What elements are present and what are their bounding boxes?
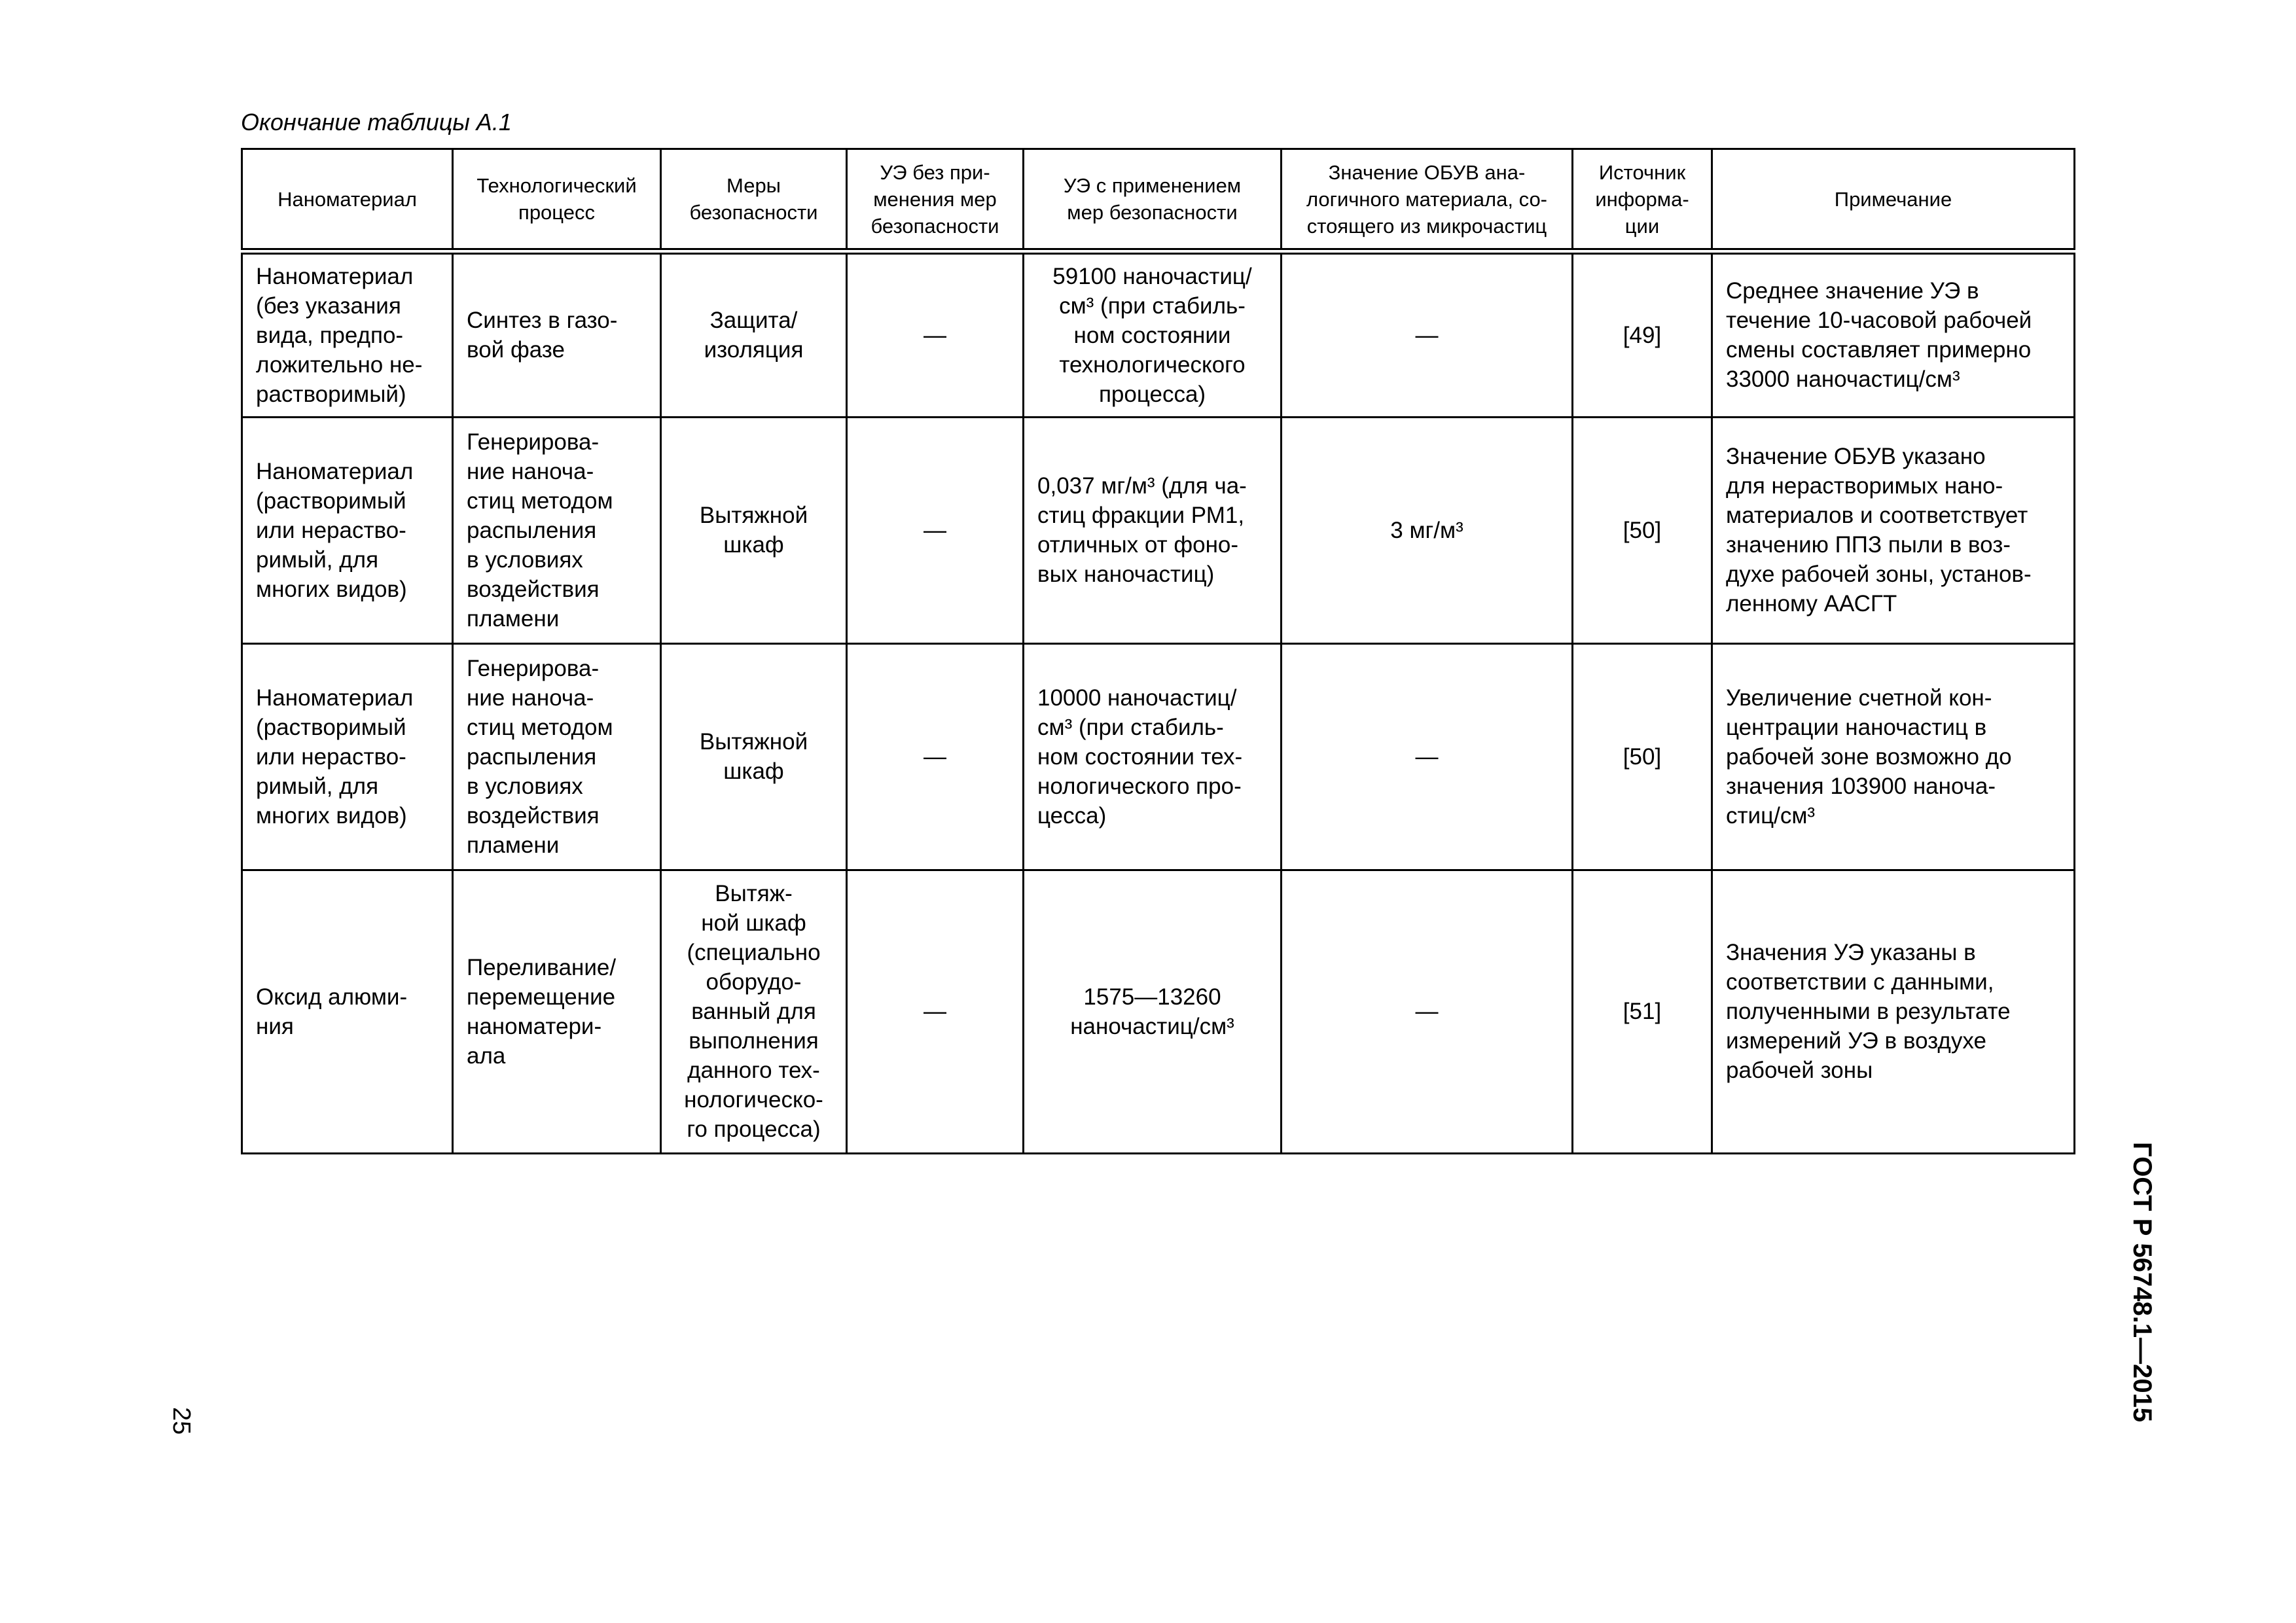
cell-line: см³ (при стабиль- (1059, 293, 1246, 319)
cell-line: вида, предпо- (256, 322, 404, 348)
table-row (242, 643, 2075, 870)
cell-line: распыления (467, 517, 597, 543)
cell-line: ции (1624, 214, 1660, 238)
cell-process (453, 870, 661, 1153)
cell-line: процесс (518, 201, 595, 224)
cell-line: стиц фракции РМ1, (1037, 503, 1245, 528)
cell-line: (специально (687, 940, 821, 965)
cell-line: Технологический (476, 174, 637, 197)
cell-line: процесса) (1098, 381, 1206, 407)
cell-material (242, 251, 453, 417)
cell-line: данного тех- (687, 1058, 820, 1083)
cell-measures (661, 251, 847, 417)
cell-obuv: — (1282, 643, 1573, 870)
cell-line: стиц методом (467, 714, 613, 740)
cell-line: информа- (1595, 187, 1689, 211)
cell-with-measures (1024, 251, 1282, 417)
cell-measures (661, 643, 847, 870)
cell-note (1712, 251, 2075, 417)
cell-line: нологического про- (1037, 773, 1242, 799)
cell-line: перемещение (467, 984, 616, 1010)
cell-line: рабочей зоне возможно до (1726, 743, 2012, 770)
cell-line: римый, для (256, 773, 379, 799)
cell-line: 10000 наночастиц/ (1037, 685, 1237, 711)
cell-line: мер безопасности (1067, 201, 1238, 224)
header-row (242, 149, 2075, 252)
cell-line: безопасности (689, 201, 818, 224)
cell-without-measures: — (847, 417, 1024, 643)
cell-note (1712, 643, 2075, 870)
cell-process (453, 643, 661, 870)
cell-line: ном состоянии тех- (1037, 743, 1243, 770)
cell-line: наноматери- (467, 1013, 602, 1039)
cell-with-measures (1024, 870, 1282, 1153)
header-obuv (1282, 149, 1573, 252)
standard-code: ГОСТ Р 56748.1—2015 (2128, 1142, 2157, 1423)
cell-source: [51] (1573, 870, 1712, 1153)
cell-line: течение 10-часовой рабочей (1726, 308, 2032, 334)
cell-source: [50] (1573, 417, 1712, 643)
cell-line: ной шкаф (701, 910, 806, 936)
cell-line: УЭ без при- (880, 160, 990, 184)
cell-line: измерений УЭ в воздухе (1726, 1028, 1986, 1054)
cell-line: (растворимый (256, 488, 406, 514)
cell-obuv: — (1282, 870, 1573, 1153)
cell-line: Вытяжной (699, 729, 808, 755)
cell-line: Источник (1598, 160, 1686, 184)
cell-material (242, 643, 453, 870)
cell-line: Синтез в газо- (467, 308, 618, 334)
cell-line: Примечание (1834, 187, 1952, 211)
cell-line: смены составляет примерно (1726, 337, 2032, 363)
data-table (241, 148, 2075, 1154)
cell-with-measures (1024, 417, 1282, 643)
cell-without-measures: — (847, 870, 1024, 1153)
cell-process (453, 251, 661, 417)
cell-line: Генерирова- (467, 655, 600, 681)
cell-line: материалов и соответствует (1726, 503, 2028, 528)
cell-line: пламени (467, 832, 560, 858)
cell-line: 59100 наночастиц/ (1052, 263, 1252, 289)
cell-line: в условиях (467, 773, 583, 799)
cell-line: безопасности (870, 214, 999, 238)
cell-line: Наноматериал (256, 458, 414, 484)
cell-line: центрации наночастиц в (1726, 714, 1987, 740)
cell-line: соответствии с данными, (1726, 969, 1994, 995)
cell-line: Переливание/ (467, 954, 617, 980)
cell-line: Увеличение счетной кон- (1726, 685, 1992, 711)
cell-line: ние наноча- (467, 685, 594, 711)
cell-line: Меры (726, 174, 781, 197)
cell-line: см³ (при стабиль- (1037, 714, 1224, 740)
cell-line: Значения УЭ указаны в (1726, 940, 1976, 965)
header-with-measures (1024, 149, 1282, 252)
cell-line: менения мер (873, 187, 997, 211)
cell-note (1712, 417, 2075, 643)
cell-line: логичного материала, со- (1306, 187, 1548, 211)
cell-line: в условиях (467, 546, 583, 573)
table-caption: Окончание таблицы А.1 (241, 109, 512, 135)
cell-line: Наноматериал (256, 263, 414, 289)
cell-line: вой фазе (467, 337, 565, 363)
header-process (453, 149, 661, 252)
cell-line: ленному ААСГТ (1726, 591, 1897, 616)
cell-line: духе рабочей зоны, установ- (1726, 562, 2032, 587)
table-row (242, 251, 2075, 417)
cell-line: шкаф (723, 758, 784, 784)
cell-line: многих видов) (256, 576, 407, 602)
cell-line: отличных от фоно- (1037, 532, 1239, 558)
cell-line: выполнения (689, 1028, 819, 1054)
cell-line: вых наночастиц) (1037, 562, 1215, 587)
cell-line: Значение ОБУВ ана- (1328, 160, 1526, 184)
cell-line: УЭ с применением (1063, 174, 1242, 197)
cell-line: (растворимый (256, 714, 406, 740)
cell-obuv: 3 мг/м³ (1282, 417, 1573, 643)
cell-line: Защита/ (709, 308, 798, 334)
cell-line: многих видов) (256, 802, 407, 829)
cell-line: Наноматериал (256, 685, 414, 711)
header-measures (661, 149, 847, 252)
cell-measures (661, 417, 847, 643)
cell-material (242, 870, 453, 1153)
cell-line: римый, для (256, 546, 379, 573)
cell-line: воздействия (467, 576, 600, 602)
cell-line: растворимый) (256, 381, 406, 407)
cell-obuv: — (1282, 251, 1573, 417)
cell-without-measures: — (847, 251, 1024, 417)
cell-line: распыления (467, 743, 597, 770)
header-without-measures (847, 149, 1024, 252)
cell-line: воздействия (467, 802, 600, 829)
cell-line: стиц/см³ (1726, 802, 1816, 829)
cell-note (1712, 870, 2075, 1153)
cell-line: пламени (467, 605, 560, 632)
cell-measures (661, 870, 847, 1153)
cell-line: стоящего из микрочастиц (1306, 214, 1547, 238)
cell-line: ванный для (691, 999, 816, 1024)
cell-line: 0,037 мг/м³ (для ча- (1037, 473, 1247, 499)
cell-line: шкаф (723, 532, 784, 558)
cell-line: ние наноча- (467, 458, 594, 484)
cell-line: ложительно не- (256, 351, 423, 378)
cell-line: ала (467, 1043, 506, 1069)
cell-line: значения 103900 наноча- (1726, 773, 1996, 799)
cell-line: нологическо- (684, 1087, 823, 1113)
cell-process (453, 417, 661, 643)
cell-line: Значение ОБУВ указано (1726, 444, 1986, 469)
cell-line: значению ППЗ пыли в воз- (1726, 532, 2011, 558)
cell-line: Среднее значение УЭ в (1726, 278, 1979, 304)
cell-line: Вытяжной (699, 503, 808, 528)
cell-line: для нерастворимых нано- (1726, 473, 2003, 499)
cell-line: ном состоянии (1073, 322, 1231, 348)
table-row (242, 870, 2075, 1153)
cell-line: го процесса) (687, 1116, 821, 1142)
cell-line: технологического (1059, 351, 1246, 378)
cell-line: или нераство- (256, 743, 406, 770)
cell-line: Наноматериал (278, 187, 417, 211)
cell-line: оборудо- (706, 969, 802, 995)
cell-line: изоляция (704, 337, 804, 363)
header-source (1573, 149, 1712, 252)
cell-line: Вытяж- (715, 881, 793, 906)
cell-line: стиц методом (467, 488, 613, 514)
header-note (1712, 149, 2075, 252)
cell-with-measures (1024, 643, 1282, 870)
cell-line: цесса) (1037, 802, 1107, 829)
cell-source: [49] (1573, 251, 1712, 417)
cell-line: 1575—13260 (1083, 984, 1221, 1010)
page-number: 25 (168, 1407, 195, 1435)
header-material (242, 149, 453, 252)
cell-source: [50] (1573, 643, 1712, 870)
cell-line: Генерирова- (467, 429, 600, 455)
cell-line: (без указания (256, 293, 401, 319)
cell-line: полученными в результате (1726, 999, 2011, 1024)
cell-line: или нераство- (256, 517, 406, 543)
cell-line: ния (256, 1013, 294, 1039)
cell-material (242, 417, 453, 643)
cell-line: Оксид алюми- (256, 984, 408, 1010)
cell-line: наночастиц/см³ (1070, 1013, 1234, 1039)
cell-line: рабочей зоны (1726, 1058, 1873, 1083)
table-row (242, 417, 2075, 643)
cell-without-measures: — (847, 643, 1024, 870)
cell-line: 33000 наночастиц/см³ (1726, 366, 1960, 393)
